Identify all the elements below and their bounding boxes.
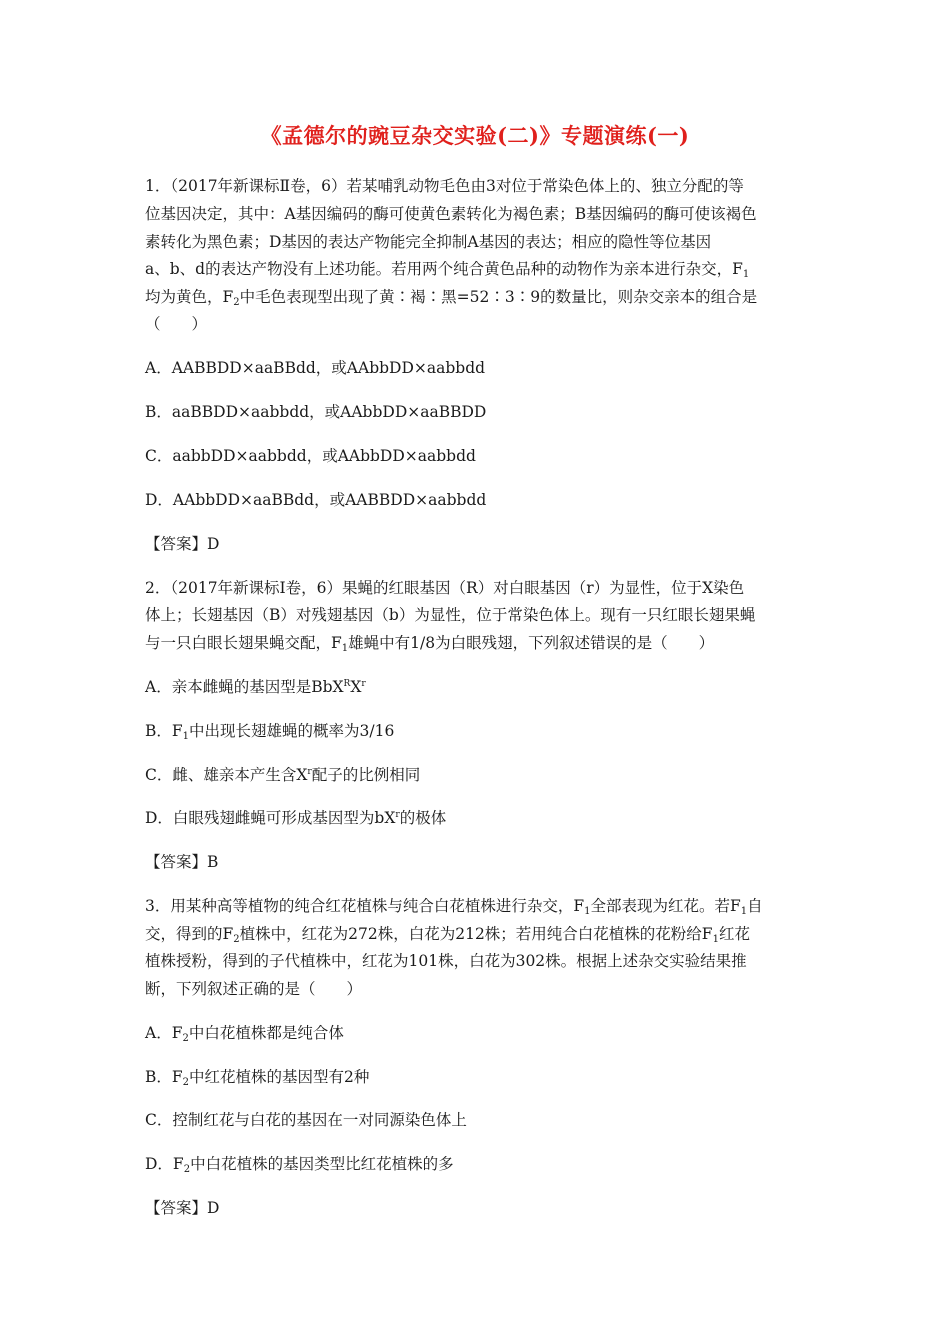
q2-option-b: B．$F_1$中出现长翅雄蝇的概率为3/16 [145, 722, 395, 742]
q3-option-c: C．控制红花与白花的基因在一对同源染色体上 [145, 1111, 467, 1129]
q2-stem-line-2: 体上；长翅基因（B）对残翅基因（b）为显性，位于常染色体上。现有一只红眼长翅果蝇 [145, 606, 756, 624]
q1-stem-line-2: 位基因决定，其中：A基因编码的酶可使黄色素转化为褐色素；B基因编码的酶可使该褐色 [145, 205, 757, 223]
q1-option-c: C．aabbDD×aabbdd，或AAbbDD×aabbdd [145, 447, 476, 465]
q3-stem-line-1: 3．用某种高等植物的纯合红花植株与纯合白花植株进行杂交，$F_1$全部表现为红花。若$F_1$自 [145, 897, 763, 917]
q3-option-a: A．$F_2$中白花植株都是纯合体 [145, 1024, 344, 1044]
q1-option-b: B．aaBBDD×aabbdd，或AAbbDD×aaBBDD [145, 403, 487, 421]
q3-option-d: D．$F_2$中白花植株的基因类型比红花植株的多 [145, 1155, 454, 1175]
q3-stem-line-2: 交，得到的$F_2$植株中，红花为272株，白花为212株；若用纯合白花植株的花粉给$F_1$红花 [145, 925, 750, 945]
q2-answer: 【答案】B [145, 853, 219, 871]
q1-option-d: D．AAbbDD×aaBBdd，或AABBDD×aabbdd [145, 491, 487, 509]
q3-stem-line-3: 植株授粉，得到的子代植株中，红花为101株，白花为302株。根据上述杂交实验结果推 [145, 952, 747, 970]
q1-stem-line-6: （ ） [145, 315, 208, 333]
q3-answer: 【答案】D [145, 1199, 220, 1217]
q2-stem-line-1: 2．（2017年新课标Ⅰ卷，6）果蝇的红眼基因（R）对白眼基因（r）为显性，位于X染色 [145, 579, 745, 597]
q1-stem-line-4: a、b、d的表达产物没有上述功能。若用两个纯合黄色品种的动物作为亲本进行杂交，$F_1$ [145, 260, 750, 280]
q2-option-a: A．亲本雌蝇的基因型是$BbX^RX^r$ [145, 678, 366, 696]
q3-stem-line-4: 断，下列叙述正确的是（ ） [145, 980, 363, 998]
q1-stem-line-5: 均为黄色，$F_2$中毛色表现型出现了黄∶褐∶黑=52∶3∶9的数量比，则杂交亲本的组合是 [145, 288, 758, 308]
q1-stem-line-3: 素转化为黑色素；D基因的表达产物能完全抑制A基因的表达；相应的隐性等位基因 [145, 233, 712, 251]
q1-stem-line-1: 1．（2017年新课标Ⅱ卷，6）若某哺乳动物毛色由3对位于常染色体上的、独立分配的等 [145, 177, 744, 195]
q2-stem-line-3: 与一只白眼长翅果蝇交配，$F_1$雄蝇中有1/8为白眼残翅，下列叙述错误的是（ ） [145, 634, 715, 654]
q1-option-a: A．AABBDD×aaBBdd，或AAbbDD×aabbdd [145, 359, 486, 377]
q1-answer: 【答案】D [145, 535, 220, 553]
q3-option-b: B．$F_2$中红花植株的基因型有2种 [145, 1068, 370, 1088]
q2-option-d: D．白眼残翅雌蝇可形成基因型为$bX^r$的极体 [145, 809, 447, 827]
q2-option-c: C．雌、雄亲本产生含$X^r$配子的比例相同 [145, 766, 421, 784]
document-title: 《孟德尔的豌豆杂交实验(二)》专题演练(一) [260, 123, 690, 148]
